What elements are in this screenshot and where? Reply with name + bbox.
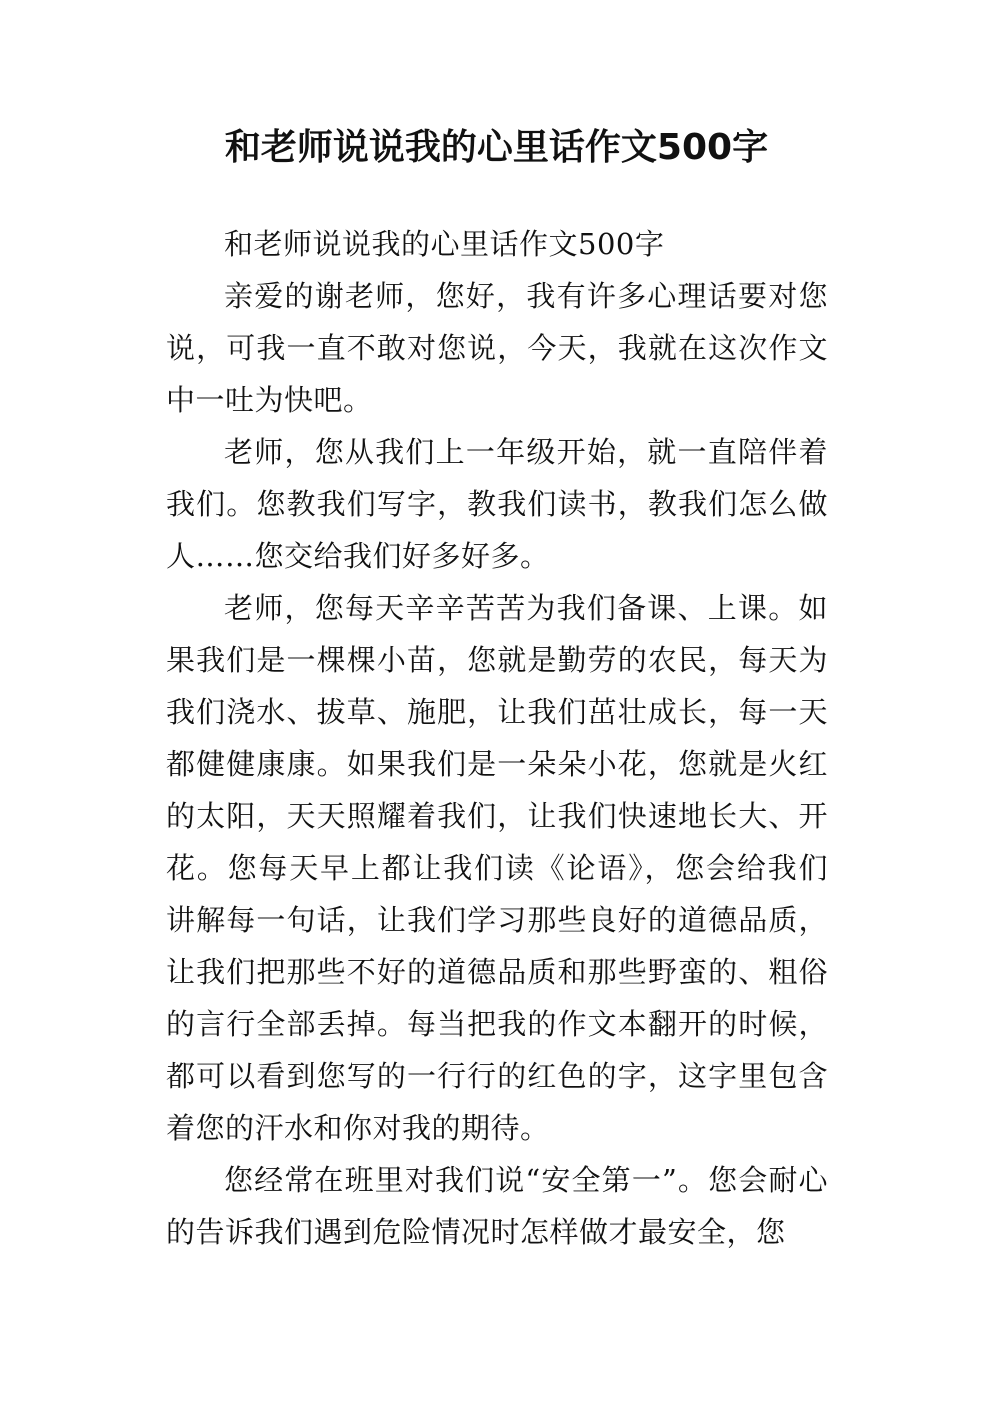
document-body — [166, 218, 828, 1258]
paragraph-greeting: 亲爱的谢老师，您好，我有许多心理话要对您说，可我一直不敢对您说，今天，我就在这次作文中一吐为快吧。 — [166, 279, 828, 417]
document-title: 和老师说说我的心里话作文500字 — [224, 127, 769, 168]
paragraph-safety: 您经常在班里对我们说“安全第一”。您会耐心的告诉我们遇到危险情况时怎样做才最安全，您 — [166, 1163, 828, 1249]
paragraph-company: 老师，您从我们上一年级开始，就一直陪伴着我们。您教我们写字，教我们读书，教我们怎么做人……您交给我们好多好多。 — [166, 435, 828, 573]
paragraph-subtitle: 和老师说说我的心里话作文500字 — [224, 227, 665, 261]
paragraph-hard-work: 老师，您每天辛辛苦苦为我们备课、上课。如果我们是一棵棵小苗，您就是勤劳的农民，每天为我们浇水、拔草、施肥，让我们茁壮成长，每一天都健健康康。如果我们是一朵朵小花，您就是火红的太阳，天天照耀着我们，让我们快速地长大、开花。您每天早上都让我们读《论语》，您会给我们讲解每一句话，让我们学习那些良好的道德品质，让我们把那些不好的道德品质和那些野蛮的、粗俗的言行全部丢掉。每当把我的作文本翻开的时候，都可以看到您写的一行行的红色的字，这字里包含着您的汗水和你对我的期待。 — [166, 591, 828, 1145]
